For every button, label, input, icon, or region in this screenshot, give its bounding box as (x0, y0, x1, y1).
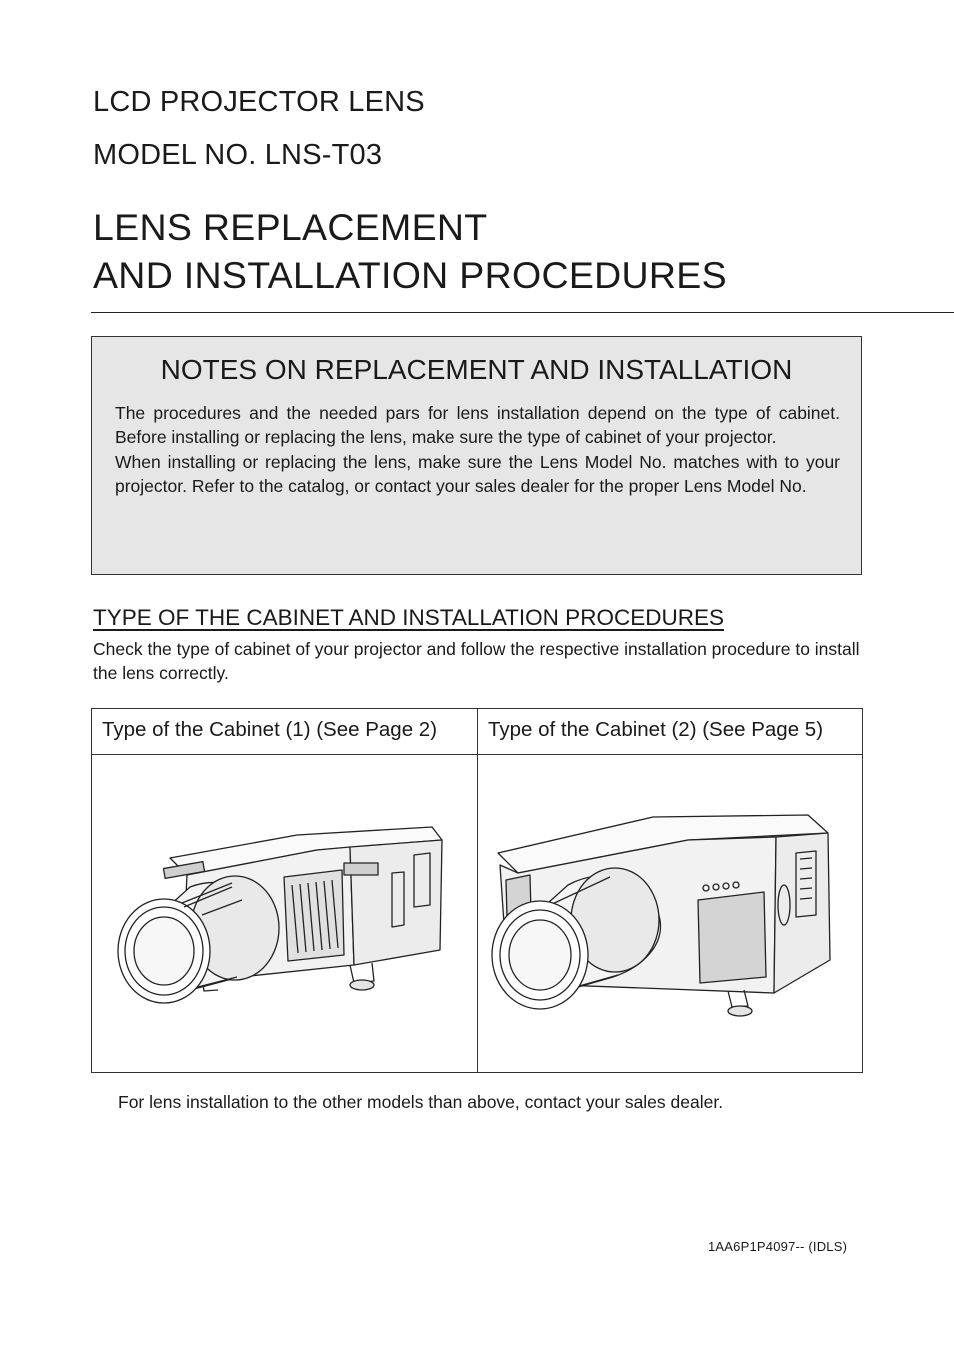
notes-title: NOTES ON REPLACEMENT AND INSTALLATION (160, 354, 793, 385)
cabinet-table (91, 708, 863, 1073)
page-title-line-2: AND INSTALLATION PROCEDURES (93, 254, 727, 296)
projector-cabinet-1-illustration (92, 755, 477, 1073)
cabinet-1-header: Type of the Cabinet (1) (See Page 2) (102, 718, 438, 741)
page-title (93, 203, 727, 299)
notes-box (91, 336, 862, 575)
footer-note: For lens installation to the other models than above, contact your sales dealer. (118, 1092, 724, 1112)
header-divider (91, 312, 954, 313)
section-title: TYPE OF THE CABINET AND INSTALLATION PROCEDURES (93, 605, 724, 630)
notes-body (115, 401, 840, 498)
document-code: 1AA6P1P4097-- (IDLS) (708, 1239, 848, 1254)
notes-paragraph-1: The procedures and the needed pars for lens installation depend on the type of cabinet. Before installing or replacing the lens, make sure the type of cabinet of your projector. (115, 403, 840, 448)
section-description: Check the type of cabinet of your projector and follow the respective installation procedure to install the lens correctly. (93, 639, 860, 683)
model-number: MODEL NO. LNS-T03 (93, 139, 383, 171)
page-title-line-1: LENS REPLACEMENT (93, 206, 488, 248)
notes-paragraph-2: When installing or replacing the lens, make sure the Lens Model No. matches with to your projector. Refer to the catalog, or contact your sales dealer for the proper Lens Model No. (115, 451, 840, 496)
cabinet-2-header: Type of the Cabinet (2) (See Page 5) (488, 718, 824, 741)
projector-cabinet-2-illustration (478, 755, 863, 1073)
product-line: LCD PROJECTOR LENS (93, 86, 425, 118)
